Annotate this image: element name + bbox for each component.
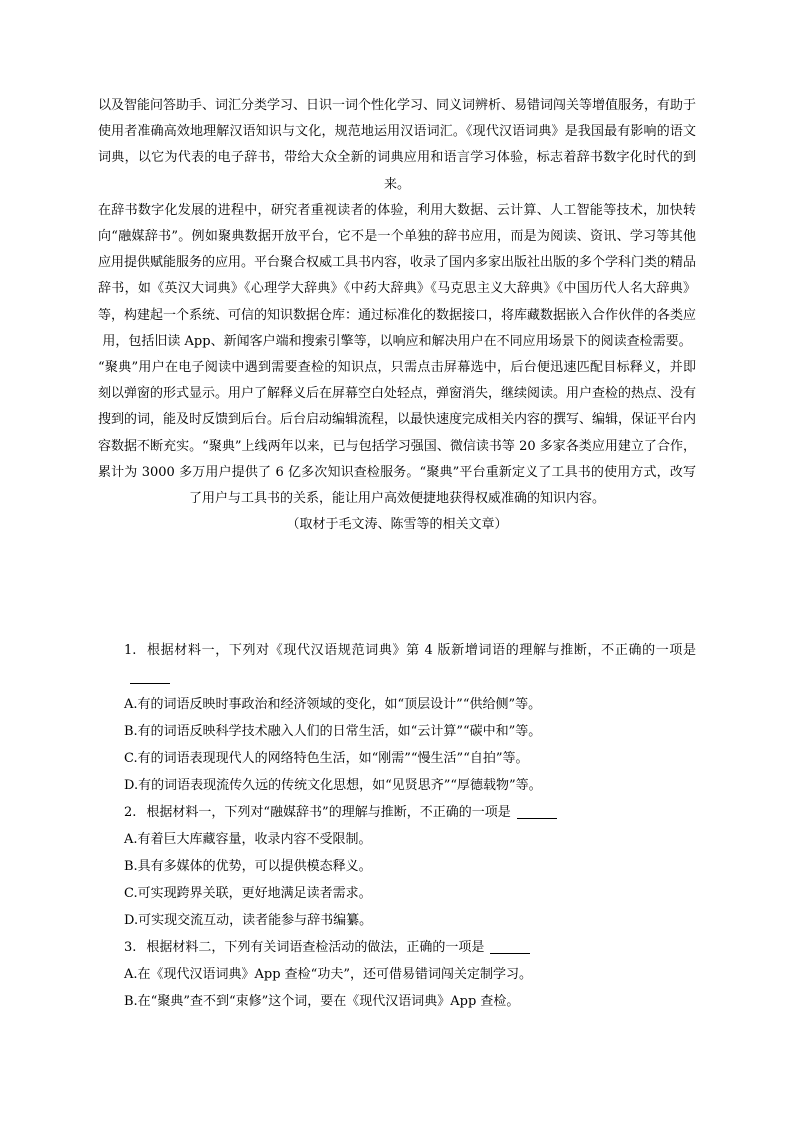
- question-3: [124, 934, 696, 1015]
- question-1: [124, 637, 696, 799]
- option-c[interactable]: C.有的词语表现现代人的网络特色生活，如“刚需”“慢生活”“自拍”等。: [124, 751, 529, 766]
- option-d[interactable]: D.可实现交流互动，读者能参与辞书编纂。: [124, 913, 373, 928]
- question-2: [124, 799, 696, 934]
- question-number: 1.: [124, 643, 137, 658]
- option-a[interactable]: A.在《现代汉语词典》App 查检“功夫”，还可借易错词闯关定制学习。: [124, 967, 532, 982]
- option-a[interactable]: A.有着巨大库藏容量，收录内容不受限制。: [124, 832, 372, 847]
- question-stem: [124, 637, 696, 691]
- question-number: 2.: [124, 805, 137, 820]
- question-text: 根据材料二，下列有关词语查检活动的做法，正确的一项是: [146, 940, 485, 955]
- question-list: [124, 637, 696, 1015]
- question-stem: [124, 934, 696, 961]
- question-stem: [124, 799, 696, 826]
- passage-paragraph-2: 在辞书数字化发展的进程中，研究者重视读者的体验，利用大数据、云计算、人工智能等技术，加快转向“融媒辞书”。例如聚典数据开放平台，它不是一个单独的辞书应用，而是为阅读、资讯、学习等其他应用提供赋能服务的应用。平台聚合权威工具书内容，收录了国内多家出版社出版的多个学科门类的精品辞书，如《英汉大词典》《心理学大辞典》《中药大辞典》《马克思主义大辞典》《中国历代人名大辞典》等，构建起一个系统、可信的知识数据仓库：通过标准化的数据接口，将库藏数据嵌入合作伙伴的各类应用，包括旧读 App、新闻客户端和搜索引擎等，以响应和解决用户在不同应用场景下的阅读查检需要。: [98, 202, 697, 349]
- option-c[interactable]: C.可实现跨界关联，更好地满足读者需求。: [124, 886, 372, 901]
- option-b[interactable]: B.在“聚典”查不到“束修”这个词，要在《现代汉语词典》App 查检。: [124, 994, 520, 1009]
- passage-paragraph-3: “聚典”用户在电子阅读中遇到需要查检的知识点，只需点击屏幕选中，后台便迅速匹配目标释义，并即刻以弹窗的形式显示。用户了解释义后在屏幕空白处轻点，弹窗消失，继续阅读。用户查检的热点、没有搜到的词，能及时反馈到后台。后台启动编辑流程，以最快速度完成相关内容的撰写、编辑，保证平台内容数据不断充实。“聚典”上线两年以来，已与包括学习强国、微信读书等 20 多家各类应用建立了合作，累计为 3000 多万用户提供了 6 亿多次知识查检服务。“聚典”平台重新定义了工具书的使用方式，改写了用户与工具书的关系，能让用户高效便捷地获得权威准确的知识内容。: [98, 360, 697, 507]
- reading-passage: [98, 93, 696, 538]
- option-d[interactable]: D.有的词语表现流传久远的传统文化思想，如“见贤思齐”“厚德载物”等。: [124, 778, 542, 793]
- answer-blank[interactable]: [130, 669, 170, 684]
- passage-paragraph-1: 以及智能问答助手、词汇分类学习、日识一词个性化学习、同义词辨析、易错词闯关等增值服务，有助于使用者准确高效地理解汉语知识与文化，规范地运用汉语词汇。《现代汉语词典》是我国最有影响的语文词典，以它为代表的电子辞书，带给大众全新的词典应用和语言学习体验，标志着辞书数字化时代的到来。: [98, 98, 697, 192]
- question-text: 根据材料一，下列对“融媒辞书”的理解与推断，不正确的一项是: [146, 805, 511, 820]
- option-a[interactable]: A.有的词语反映时事政治和经济领域的变化，如“顶层设计”“供给侧”等。: [124, 697, 542, 712]
- option-b[interactable]: B.有的词语反映科学技术融入人们的日常生活，如“云计算”“碳中和”等。: [124, 724, 542, 739]
- answer-blank[interactable]: [517, 804, 557, 819]
- question-number: 3.: [124, 940, 137, 955]
- option-b[interactable]: B.具有多媒体的优势，可以提供模态释义。: [124, 859, 372, 874]
- question-text: 根据材料一，下列对《现代汉语规范词典》第 4 版新增词语的理解与推断，不正确的一项是: [146, 643, 696, 658]
- passage-source: （取材于毛文涛、陈雪等的相关文章）: [286, 517, 508, 533]
- answer-blank[interactable]: [490, 939, 530, 954]
